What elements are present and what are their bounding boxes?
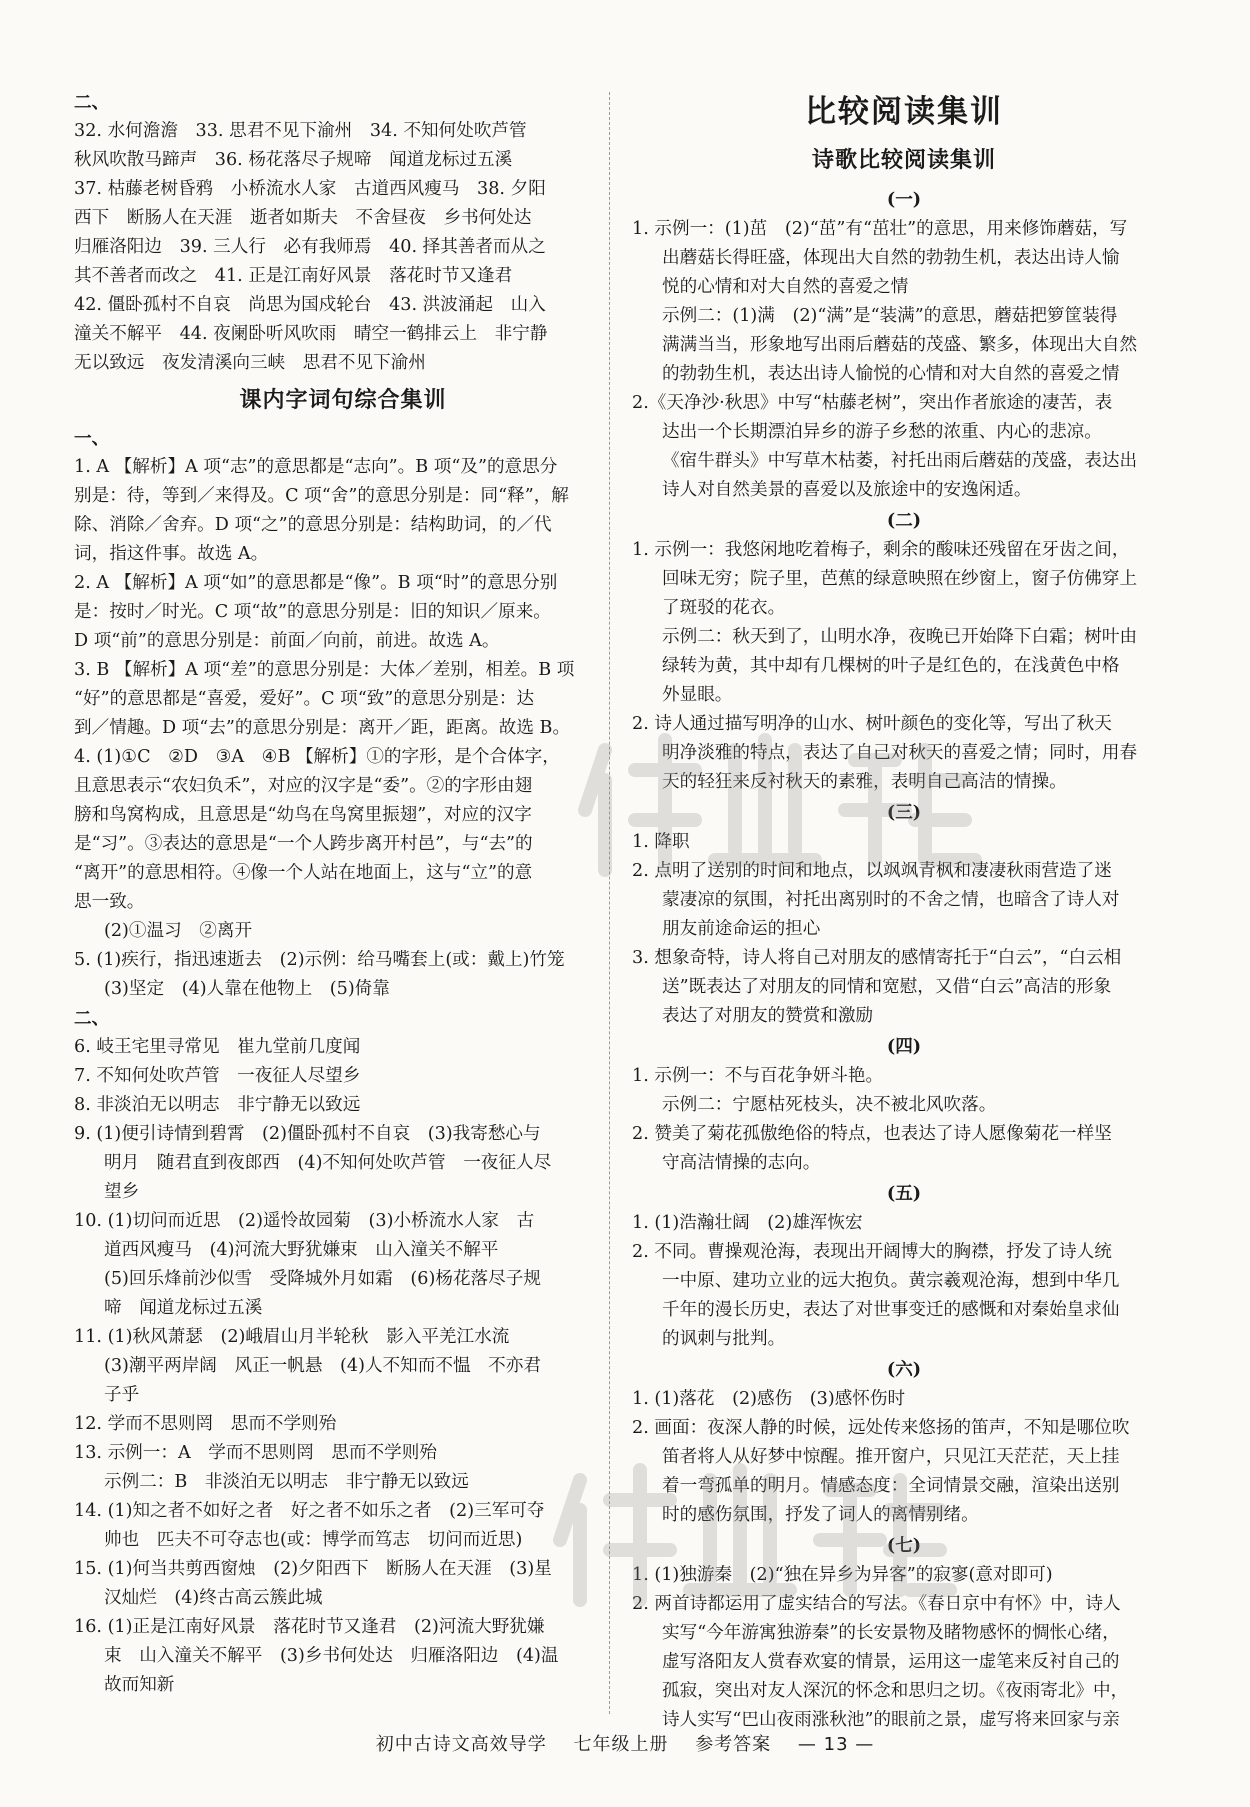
text-line: 思一致。 [74, 892, 145, 912]
footer-book-title: 初中古诗文高效导学 [375, 1734, 547, 1755]
text-line: 2. 画面：夜深人静的时候，远处传来悠扬的笛声，不知是哪位吹 [632, 1418, 1130, 1438]
text-line: 2. A 【解析】A 项“如”的意思都是“像”。B 项“时”的意思分别 [74, 573, 558, 593]
section-title: 比较阅读集训 [805, 94, 1003, 130]
text-line: 1. 示例一：(1)茁 (2)“茁”有“茁壮”的意思，用来修饰蘑菇，写 [632, 219, 1128, 239]
text-line: 道西风瘦马 (4)河流大野犹嫌束 山入潼关不解平 [104, 1240, 499, 1260]
section-title: 课内字词句综合集训 [239, 388, 447, 413]
text-line: 望乡 [104, 1182, 140, 1202]
text-line: “好”的意思都是“喜爱，爱好”。C 项“致”的意思分别是：达 [74, 689, 535, 709]
subsection-heading: (二) [886, 510, 922, 531]
text-line: 回味无穷；院子里，芭蕉的绿意映照在纱窗上，窗子仿佛穿上 [662, 569, 1138, 589]
text-line: 1. (1)独游秦 (2)“独在异乡为异客”的寂寥(意对即可) [632, 1565, 1053, 1585]
text-line: 13. 示例一：A 学而不思则罔 思而不学则殆 [74, 1443, 437, 1463]
text-line: 出蘑菇长得旺盛，体现出大自然的勃勃生机，表达出诗人愉 [662, 248, 1120, 268]
text-line: D 项“前”的意思分别是：前面／向前，前进。故选 A。 [74, 631, 500, 651]
footer-section: 参考答案 [695, 1734, 772, 1755]
text-line: 除、消除／舍弃。D 项“之”的意思分别是：结构助词，的／代 [74, 515, 552, 535]
text-line: 示例二：宁愿枯死枝头，决不被北风吹落。 [662, 1095, 997, 1115]
text-line: 一中原、建功立业的远大抱负。黄宗羲观沧海，想到中华几 [662, 1271, 1120, 1291]
text-line: 朋友前途命运的担心 [662, 919, 821, 939]
text-line: (3)潮平两岸阔 风正一帆悬 (4)人不知而不愠 不亦君 [104, 1356, 541, 1376]
page-number: — 13 — [797, 1734, 875, 1755]
text-line: 且意思表示“农妇负禾”，对应的汉字是“委”。②的字形由翅 [74, 776, 533, 796]
text-line: 无以致远 夜发清溪向三峡 思君不见下渝州 [74, 353, 426, 373]
text-line: 7. 不知何处吹芦管 一夜征人尽望乡 [74, 1066, 361, 1086]
subsection-heading: (五) [886, 1183, 922, 1204]
text-line: 故而知新 [104, 1675, 175, 1695]
text-line: 悦的心情和对大自然的喜爱之情 [662, 277, 909, 297]
text-line: 守高洁情操的志向。 [662, 1153, 821, 1173]
text-line: (3)坚定 (4)人靠在他物上 (5)倚靠 [104, 979, 390, 999]
text-line: (2)①温习 ②离开 [104, 921, 253, 941]
text-line: 2. 两首诗都运用了虚实结合的写法。《春日京中有怀》中，诗人 [632, 1594, 1121, 1614]
text-line: 天的轻狂来反衬秋天的素雅，表明自己高洁的情操。 [662, 772, 1067, 792]
right-column [632, 88, 1176, 1735]
text-line: 束 山入潼关不解平 (3)乡书何处达 归雁洛阳边 (4)温 [104, 1646, 559, 1666]
text-line: 10. (1)切问而近思 (2)遥怜故园菊 (3)小桥流水人家 古 [74, 1211, 535, 1231]
text-line: 表达了对朋友的赞赏和激励 [662, 1006, 874, 1026]
footer-grade: 七年级上册 [573, 1734, 669, 1755]
text-line: 着一弯孤单的明月。情感态度：全词情景交融，渲染出送别 [662, 1476, 1120, 1496]
text-line: 1. A 【解析】A 项“志”的意思都是“志向”。B 项“及”的意思分 [74, 457, 558, 477]
text-line: 一、 [74, 428, 110, 449]
text-line: 归雁洛阳边 39. 三人行 必有我师焉 40. 择其善者而从之 [74, 237, 546, 257]
text-line: 的讽刺与批判。 [662, 1329, 786, 1349]
text-line: 子乎 [104, 1385, 140, 1405]
subsection-heading: (七) [886, 1535, 922, 1556]
text-line: 1. (1)浩瀚壮阔 (2)雄浑恢宏 [632, 1213, 863, 1233]
text-line: 示例二：秋天到了，山明水净，夜晚已开始降下白霜；树叶由 [662, 627, 1138, 647]
text-line: 虚写洛阳友人赏春欢宴的情景，运用这一虚笔来反衬自己的 [662, 1652, 1120, 1672]
text-line: 2. 诗人通过描写明净的山水、树叶颜色的变化等，写出了秋天 [632, 714, 1112, 734]
text-line: 9. (1)便引诗情到碧霄 (2)僵卧孤村不自哀 (3)我寄愁心与 [74, 1124, 541, 1144]
text-line: 汉灿烂 (4)终古高云簇此城 [104, 1588, 323, 1608]
text-line: 2. 不同。曹操观沧海，表现出开阔博大的胸襟，抒发了诗人统 [632, 1242, 1112, 1262]
text-line: 满满当当，形象地写出雨后蘑菇的茂盛、繁多，体现出大自然 [662, 335, 1138, 355]
text-line: 秋风吹散马蹄声 36. 杨花落尽子规啼 闻道龙标过五溪 [74, 150, 513, 170]
text-line: 时的感伤氛围，抒发了词人的离情别绪。 [662, 1505, 979, 1525]
text-line: 到／情趣。D 项“去”的意思分别是：离开／距，距离。故选 B。 [74, 718, 571, 738]
text-line: 实写“今年游寓独游秦”的长安景物及睹物感怀的惆怅心绪， [662, 1623, 1120, 1643]
text-line: 3. B 【解析】A 项“差”的意思分别是：大体／差别，相差。B 项 [74, 660, 575, 680]
left-column [74, 88, 612, 1700]
text-line: 千年的漫长历史，表达了对世事变迁的感慨和对秦始皇求仙 [662, 1300, 1120, 1320]
text-line: 3. 想象奇特，诗人将自己对朋友的感情寄托于“白云”，“白云相 [632, 948, 1122, 968]
text-line: 孤寂，突出对友人深沉的怀念和思归之切。《夜雨寄北》中， [662, 1681, 1129, 1701]
text-line: 2. 点明了送别的时间和地点，以飒飒青枫和凄凄秋雨营造了迷 [632, 861, 1112, 881]
text-line: 帅也 匹夫不可夺志也(或：博学而笃志 切问而近思) [104, 1530, 523, 1550]
text-line: 送”既表达了对朋友的同情和宽慰，又借“白云”高洁的形象 [662, 977, 1112, 997]
text-line: 了斑驳的花衣。 [662, 598, 786, 618]
text-line: 诗人对自然美景的喜爱以及旅途中的安逸闲适。 [662, 480, 1032, 500]
text-line: 6. 岐王宅里寻常见 崔九堂前几度闻 [74, 1037, 361, 1057]
text-line: 11. (1)秋风萧瑟 (2)峨眉山月半轮秋 影入平羌江水流 [74, 1327, 510, 1347]
text-line: 42. 僵卧孤村不自哀 尚思为国戍轮台 43. 洪波涌起 山入 [74, 295, 546, 315]
text-line: 二、 [74, 92, 110, 113]
text-line: 2. 赞美了菊花孤傲绝俗的特点，也表达了诗人愿像菊花一样坚 [632, 1124, 1112, 1144]
subsection-heading: (一) [886, 189, 922, 210]
text-line: 示例二：B 非淡泊无以明志 非宁静无以致远 [104, 1472, 469, 1492]
text-line: 1. 降职 [632, 832, 690, 852]
text-line: 2.《天净沙·秋思》中写“枯藤老树”，突出作者旅途的凄苦，表 [632, 393, 1113, 413]
text-line: 是“习”。③表达的意思是“一个人跨步离开村邑”，与“去”的 [74, 834, 533, 854]
text-line: 明月 随君直到夜郎西 (4)不知何处吹芦管 一夜征人尽 [104, 1153, 552, 1173]
text-line: 的勃勃生机，表达出诗人愉悦的心情和对大自然的喜爱之情 [662, 364, 1120, 384]
text-line: 1. 示例一：我悠闲地吃着梅子，剩余的酸味还残留在牙齿之间， [632, 540, 1130, 560]
text-line: 外显眼。 [662, 685, 733, 705]
text-line: 词，指这件事。故选 A。 [74, 544, 269, 564]
text-line: 膀和鸟窝构成，且意思是“幼鸟在鸟窝里振翅”，对应的汉字 [74, 805, 532, 825]
text-line: 西下 断肠人在天涯 逝者如斯夫 不舍昼夜 乡书何处达 [74, 208, 532, 228]
text-line: 12. 学而不思则罔 思而不学则殆 [74, 1414, 337, 1434]
subsection-heading: (四) [886, 1036, 922, 1057]
page-footer [0, 1730, 1250, 1756]
text-line: 15. (1)何当共剪西窗烛 (2)夕阳西下 断肠人在天涯 (3)星 [74, 1559, 552, 1579]
subsection-heading: (六) [886, 1359, 922, 1380]
text-line: 二、 [74, 1008, 110, 1029]
text-line: 蒙凄凉的氛围，衬托出离别时的不舍之情，也暗含了诗人对 [662, 890, 1120, 910]
text-line: (5)回乐烽前沙似雪 受降城外月如霜 (6)杨花落尽子规 [104, 1269, 541, 1289]
text-line: 别是：待，等到／来得及。C 项“舍”的意思分别是：同“释”，解 [74, 486, 569, 506]
text-line: 《宿牛群头》中写草木枯萎，衬托出雨后蘑菇的茂盛，表达出 [662, 451, 1138, 471]
text-line: 1. (1)落花 (2)感伤 (3)感怀伤时 [632, 1389, 906, 1409]
text-line: 8. 非淡泊无以明志 非宁静无以致远 [74, 1095, 361, 1115]
text-line: 啼 闻道龙标过五溪 [104, 1298, 263, 1318]
text-line: 诗人实写“巴山夜雨涨秋池”的眼前之景，虚写将来回家与亲 [662, 1710, 1120, 1730]
section-title: 诗歌比较阅读集训 [811, 148, 996, 173]
text-line: 明净淡雅的特点，表达了自己对秋天的喜爱之情；同时，用春 [662, 743, 1138, 763]
text-line: 5. (1)疾行，指迅速逝去 (2)示例：给马嘴套上(或：戴上)竹笼 [74, 950, 565, 970]
text-line: 37. 枯藤老树昏鸦 小桥流水人家 古道西风瘦马 38. 夕阳 [74, 179, 546, 199]
text-line: 绿转为黄，其中却有几棵树的叶子是红色的，在浅黄色中格 [662, 656, 1120, 676]
text-line: 达出一个长期漂泊异乡的游子乡愁的浓重、内心的悲凉。 [662, 422, 1102, 442]
text-line: 4. (1)①C ②D ③A ④B 【解析】①的字形，是个合体字， [74, 747, 560, 767]
text-line: 是：按时／时光。C 项“故”的意思分别是：旧的知识／原来。 [74, 602, 551, 622]
text-line: 16. (1)正是江南好风景 落花时节又逢君 (2)河流大野犹嫌 [74, 1617, 545, 1637]
subsection-heading: (三) [886, 802, 922, 823]
text-line: 笛者将人从好梦中惊醒。推开窗户，只见江天茫茫，天上挂 [662, 1447, 1120, 1467]
text-line: 示例二：(1)满 (2)“满”是“装满”的意思，蘑菇把箩筐装得 [662, 306, 1118, 326]
text-line: 1. 示例一：不与百花争妍斗艳。 [632, 1066, 884, 1086]
text-line: 潼关不解平 44. 夜阑卧听风吹雨 晴空一鹤排云上 非宁静 [74, 324, 548, 344]
text-line: 32. 水何澹澹 33. 思君不见下渝州 34. 不知何处吹芦管 [74, 121, 527, 141]
text-line: 其不善者而改之 41. 正是江南好风景 落花时节又逢君 [74, 266, 513, 286]
text-line: 14. (1)知之者不如好之者 好之者不如乐之者 (2)三军可夺 [74, 1501, 545, 1521]
text-line: “离开”的意思相符。④像一个人站在地面上，这与“立”的意 [74, 863, 533, 883]
